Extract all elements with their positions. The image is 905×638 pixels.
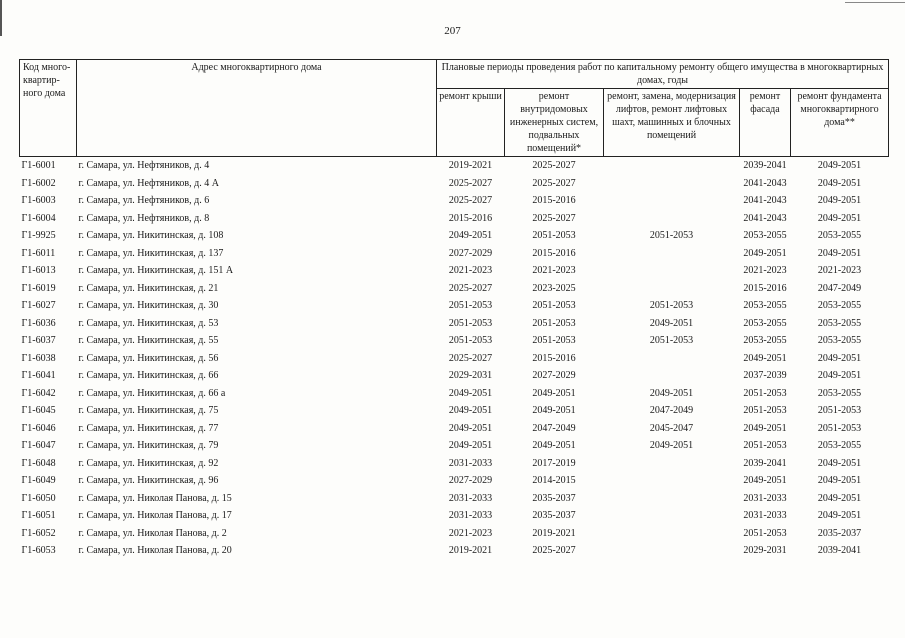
cell-foundation: 2049-2051 xyxy=(817,212,862,224)
cell-roof: 2051-2053 xyxy=(448,335,493,347)
cell-systems: 2051-2053 xyxy=(532,317,576,329)
cell-address: г. Самара, ул. Никитинская, д. 53 xyxy=(78,317,219,329)
cell-roof: 2031-2033 xyxy=(448,492,493,504)
cell-code: Г1-6036 xyxy=(21,317,56,329)
table-body xyxy=(20,157,889,560)
cell-foundation: 2051-2053 xyxy=(817,405,862,417)
table-row xyxy=(20,350,889,368)
table-row xyxy=(20,332,889,350)
cell-address: г. Самара, ул. Никитинская, д. 55 xyxy=(78,335,219,347)
cell-facade: 2049-2051 xyxy=(743,422,787,434)
cell-lifts: 2051-2053 xyxy=(649,300,694,312)
cell-lifts xyxy=(604,472,740,490)
header-address: Адрес многоквартирного дома xyxy=(77,60,437,157)
cell-address: г. Самара, ул. Никитинская, д. 75 xyxy=(78,405,219,417)
cell-systems: 2049-2051 xyxy=(532,405,576,417)
cell-facade: 2053-2055 xyxy=(743,335,787,347)
cell-systems: 2035-2037 xyxy=(532,492,576,504)
cell-roof: 2051-2053 xyxy=(448,300,493,312)
cell-facade: 2021-2023 xyxy=(743,265,787,277)
cell-roof: 2031-2033 xyxy=(448,510,493,522)
cell-foundation: 2035-2037 xyxy=(817,527,862,539)
cell-address: г. Самара, ул. Никитинская, д. 92 xyxy=(78,457,219,469)
cell-address: г. Самара, ул. Никитинская, д. 151 А xyxy=(78,265,234,277)
cell-code: Г1-6003 xyxy=(21,195,56,207)
table-row xyxy=(20,157,889,175)
cell-code: Г1-9925 xyxy=(21,230,56,242)
cell-foundation: 2053-2055 xyxy=(817,300,862,312)
cell-roof: 2025-2027 xyxy=(448,282,493,294)
cell-code: Г1-6011 xyxy=(21,247,56,259)
cell-foundation: 2053-2055 xyxy=(817,335,862,347)
cell-systems: 2051-2053 xyxy=(532,230,576,242)
cell-code: Г1-6037 xyxy=(21,335,56,347)
cell-lifts xyxy=(604,350,740,368)
cell-code: Г1-6013 xyxy=(21,265,56,277)
cell-facade: 2041-2043 xyxy=(743,195,787,207)
header-foundation: ремонт фундамента многоквартирного дома** xyxy=(791,89,889,157)
cell-foundation: 2049-2051 xyxy=(817,195,862,207)
cell-lifts xyxy=(604,507,740,525)
cell-systems: 2051-2053 xyxy=(532,300,576,312)
cell-facade: 2039-2041 xyxy=(743,160,787,172)
cell-foundation: 2049-2051 xyxy=(817,352,862,364)
table-row xyxy=(20,245,889,263)
cell-facade: 2053-2055 xyxy=(743,317,787,329)
cell-code: Г1-6041 xyxy=(21,370,56,382)
cell-systems: 2049-2051 xyxy=(532,387,576,399)
table-row xyxy=(20,297,889,315)
cell-roof: 2021-2023 xyxy=(448,527,493,539)
cell-foundation: 2053-2055 xyxy=(817,230,862,242)
cell-address: г. Самара, ул. Николая Панова, д. 17 xyxy=(78,510,232,522)
table-row xyxy=(20,525,889,543)
cell-foundation: 2049-2051 xyxy=(817,247,862,259)
cell-address: г. Самара, ул. Никитинская, д. 77 xyxy=(78,422,219,434)
cell-facade: 2053-2055 xyxy=(743,300,787,312)
cell-lifts: 2049-2051 xyxy=(649,317,694,329)
cell-systems: 2015-2016 xyxy=(532,247,576,259)
cell-lifts xyxy=(604,175,740,193)
table-row xyxy=(20,227,889,245)
cell-foundation: 2021-2023 xyxy=(817,265,862,277)
cell-systems: 2025-2027 xyxy=(532,160,576,172)
cell-systems: 2019-2021 xyxy=(532,527,576,539)
cell-lifts: 2051-2053 xyxy=(649,335,694,347)
cell-roof: 2025-2027 xyxy=(448,177,493,189)
cell-lifts: 2051-2053 xyxy=(649,230,694,242)
cell-lifts: 2047-2049 xyxy=(649,405,694,417)
cell-roof: 2049-2051 xyxy=(448,387,493,399)
cell-lifts xyxy=(604,245,740,263)
cell-code: Г1-6053 xyxy=(21,545,56,557)
cell-roof: 2025-2027 xyxy=(448,195,493,207)
table-row xyxy=(20,437,889,455)
cell-roof: 2021-2023 xyxy=(448,265,493,277)
cell-facade: 2041-2043 xyxy=(743,177,787,189)
table-row xyxy=(20,385,889,403)
cell-lifts xyxy=(604,157,740,175)
table-row xyxy=(20,192,889,210)
cell-facade: 2051-2053 xyxy=(743,440,787,452)
table-row xyxy=(20,315,889,333)
cell-code: Г1-6019 xyxy=(21,282,56,294)
cell-foundation: 2047-2049 xyxy=(817,282,862,294)
cell-address: г. Самара, ул. Нефтяников, д. 8 xyxy=(78,212,210,224)
capital-repair-table xyxy=(19,59,889,560)
cell-code: Г1-6049 xyxy=(21,475,56,487)
table-row xyxy=(20,472,889,490)
cell-facade: 2031-2033 xyxy=(743,492,787,504)
cell-roof: 2051-2053 xyxy=(448,317,493,329)
cell-lifts xyxy=(604,490,740,508)
table-row xyxy=(20,455,889,473)
cell-facade: 2039-2041 xyxy=(743,457,787,469)
cell-roof: 2049-2051 xyxy=(448,422,493,434)
table-row xyxy=(20,542,889,560)
header-roof: ремонт крыши xyxy=(437,89,505,157)
cell-address: г. Самара, ул. Нефтяников, д. 4 А xyxy=(78,177,219,189)
cell-address: г. Самара, ул. Нефтяников, д. 6 xyxy=(78,195,210,207)
cell-address: г. Самара, ул. Никитинская, д. 96 xyxy=(78,475,219,487)
header-code: Код много-квартир-ного дома xyxy=(20,60,77,157)
cell-foundation: 2053-2055 xyxy=(817,440,862,452)
cell-systems: 2035-2037 xyxy=(532,510,576,522)
cell-code: Г1-6051 xyxy=(21,510,56,522)
cell-systems: 2017-2019 xyxy=(532,457,576,469)
cell-facade: 2049-2051 xyxy=(743,247,787,259)
cell-code: Г1-6001 xyxy=(21,160,56,172)
cell-code: Г1-6038 xyxy=(21,352,56,364)
cell-code: Г1-6048 xyxy=(21,457,56,469)
cell-facade: 2037-2039 xyxy=(743,370,787,382)
cell-foundation: 2049-2051 xyxy=(817,492,862,504)
cell-address: г. Самара, ул. Никитинская, д. 137 xyxy=(78,247,224,259)
cell-systems: 2025-2027 xyxy=(532,177,576,189)
cell-address: г. Самара, ул. Николая Панова, д. 20 xyxy=(78,545,232,557)
cell-code: Г1-6046 xyxy=(21,422,56,434)
cell-lifts xyxy=(604,525,740,543)
cell-systems: 2025-2027 xyxy=(532,212,576,224)
cell-systems: 2023-2025 xyxy=(532,282,576,294)
cell-systems: 2047-2049 xyxy=(532,422,576,434)
cell-address: г. Самара, ул. Никитинская, д. 30 xyxy=(78,300,219,312)
cell-lifts xyxy=(604,280,740,298)
cell-roof: 2027-2029 xyxy=(448,247,493,259)
cell-foundation: 2051-2053 xyxy=(817,422,862,434)
cell-foundation: 2049-2051 xyxy=(817,510,862,522)
cell-roof: 2027-2029 xyxy=(448,475,493,487)
cell-facade: 2053-2055 xyxy=(743,230,787,242)
cell-facade: 2029-2031 xyxy=(743,545,787,557)
cell-foundation: 2049-2051 xyxy=(817,370,862,382)
cell-facade: 2051-2053 xyxy=(743,405,787,417)
cell-facade: 2049-2051 xyxy=(743,352,787,364)
cell-systems: 2027-2029 xyxy=(532,370,576,382)
cell-address: г. Самара, ул. Никитинская, д. 108 xyxy=(78,230,224,242)
header-row-top xyxy=(20,60,889,89)
table-row xyxy=(20,210,889,228)
scan-edge-line xyxy=(845,2,905,3)
cell-code: Г1-6042 xyxy=(21,387,56,399)
cell-lifts xyxy=(604,455,740,473)
table-row xyxy=(20,490,889,508)
cell-lifts: 2049-2051 xyxy=(649,440,694,452)
table-row xyxy=(20,367,889,385)
cell-lifts xyxy=(604,262,740,280)
cell-roof: 2031-2033 xyxy=(448,457,493,469)
cell-code: Г1-6050 xyxy=(21,492,56,504)
header-systems: ремонт внутридомовых инженерных систем, подвальных помещений* xyxy=(505,89,604,157)
cell-code: Г1-6027 xyxy=(21,300,56,312)
cell-systems: 2015-2016 xyxy=(532,352,576,364)
cell-address: г. Самара, ул. Николая Панова, д. 2 xyxy=(78,527,227,539)
cell-systems: 2049-2051 xyxy=(532,440,576,452)
cell-systems: 2014-2015 xyxy=(532,475,576,487)
cell-roof: 2029-2031 xyxy=(448,370,493,382)
header-periods-group: Плановые периоды проведения работ по капитальному ремонту общего имущества в многоквартирных домах, годы xyxy=(437,60,889,89)
cell-systems: 2015-2016 xyxy=(532,195,576,207)
cell-lifts xyxy=(604,192,740,210)
cell-address: г. Самара, ул. Никитинская, д. 56 xyxy=(78,352,219,364)
cell-facade: 2049-2051 xyxy=(743,475,787,487)
cell-code: Г1-6004 xyxy=(21,212,56,224)
cell-address: г. Самара, ул. Никитинская, д. 21 xyxy=(78,282,219,294)
cell-roof: 2049-2051 xyxy=(448,440,493,452)
cell-facade: 2051-2053 xyxy=(743,387,787,399)
cell-foundation: 2049-2051 xyxy=(817,160,862,172)
cell-code: Г1-6002 xyxy=(21,177,56,189)
cell-roof: 2049-2051 xyxy=(448,230,493,242)
cell-roof: 2015-2016 xyxy=(448,212,493,224)
cell-address: г. Самара, ул. Николая Панова, д. 15 xyxy=(78,492,232,504)
cell-facade: 2051-2053 xyxy=(743,527,787,539)
cell-foundation: 2049-2051 xyxy=(817,177,862,189)
cell-lifts xyxy=(604,542,740,560)
cell-systems: 2025-2027 xyxy=(532,545,576,557)
cell-roof: 2049-2051 xyxy=(448,405,493,417)
cell-systems: 2051-2053 xyxy=(532,335,576,347)
cell-address: г. Самара, ул. Никитинская, д. 66 xyxy=(78,370,219,382)
table-row xyxy=(20,507,889,525)
cell-address: г. Самара, ул. Никитинская, д. 66 а xyxy=(78,387,226,399)
cell-lifts xyxy=(604,210,740,228)
cell-lifts: 2045-2047 xyxy=(649,422,694,434)
cell-foundation: 2053-2055 xyxy=(817,317,862,329)
cell-roof: 2025-2027 xyxy=(448,352,493,364)
cell-foundation: 2053-2055 xyxy=(817,387,862,399)
cell-code: Г1-6047 xyxy=(21,440,56,452)
cell-foundation: 2039-2041 xyxy=(817,545,862,557)
cell-systems: 2021-2023 xyxy=(532,265,576,277)
page-number: 207 xyxy=(444,25,461,37)
cell-lifts xyxy=(604,367,740,385)
cell-facade: 2031-2033 xyxy=(743,510,787,522)
header-lifts: ремонт, замена, модернизация лифтов, ремонт лифтовых шахт, машинных и блочных помещений xyxy=(604,89,740,157)
table-row xyxy=(20,420,889,438)
table-row xyxy=(20,402,889,420)
cell-facade: 2015-2016 xyxy=(743,282,787,294)
cell-code: Г1-6052 xyxy=(21,527,56,539)
cell-facade: 2041-2043 xyxy=(743,212,787,224)
table-row xyxy=(20,280,889,298)
cell-address: г. Самара, ул. Никитинская, д. 79 xyxy=(78,440,219,452)
cell-foundation: 2049-2051 xyxy=(817,475,862,487)
cell-code: Г1-6045 xyxy=(21,405,56,417)
cell-roof: 2019-2021 xyxy=(448,160,493,172)
header-facade: ремонт фасада xyxy=(740,89,791,157)
table-row xyxy=(20,262,889,280)
cell-foundation: 2049-2051 xyxy=(817,457,862,469)
cell-lifts: 2049-2051 xyxy=(649,387,694,399)
table-row xyxy=(20,175,889,193)
cell-roof: 2019-2021 xyxy=(448,545,493,557)
cell-address: г. Самара, ул. Нефтяников, д. 4 xyxy=(78,160,210,172)
